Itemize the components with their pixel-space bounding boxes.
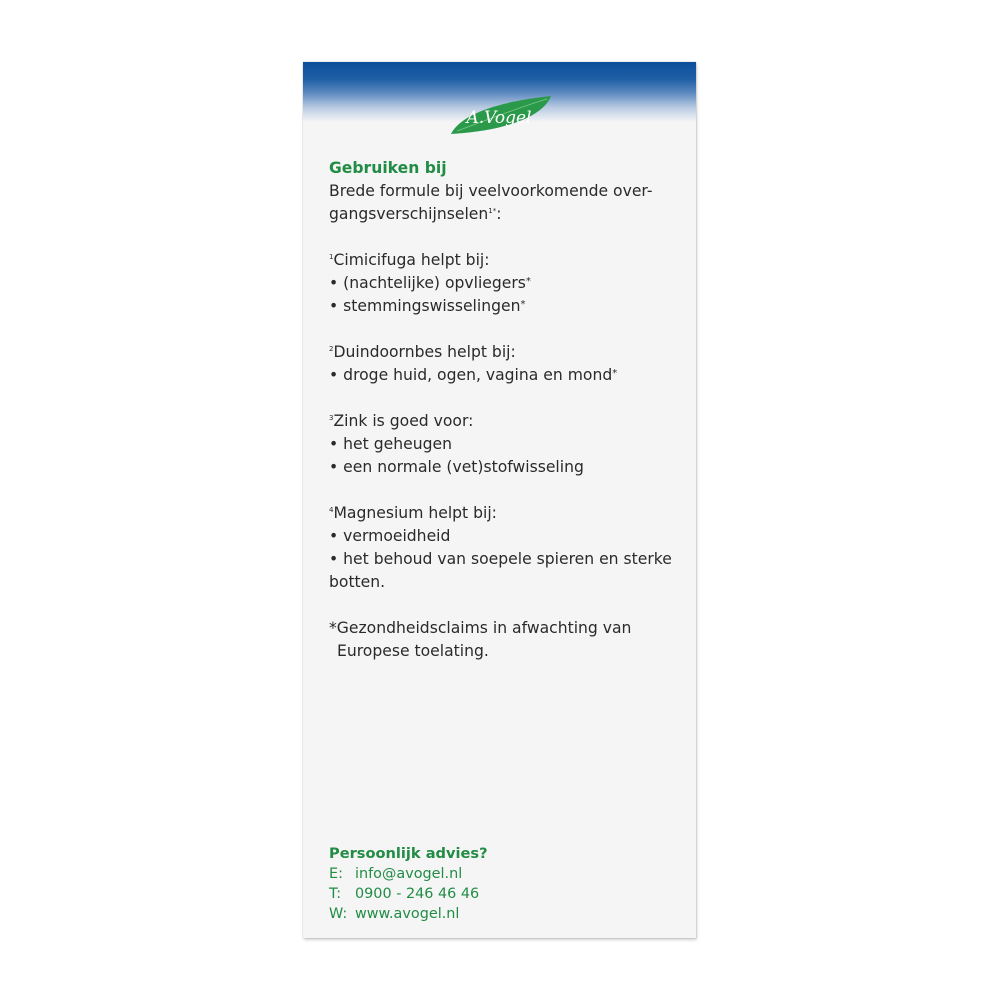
list-item [329,525,679,548]
web-label: W: [329,906,348,922]
footnote-line2: Europese toelating. [337,642,489,660]
contact-heading: Persoonlijk advies? [329,845,488,862]
section-title [329,502,679,525]
usage-intro-end: : [496,205,502,223]
list-item-text: het geheugen [343,435,452,453]
list-item [329,272,679,295]
phone-value[interactable]: 0900 - 246 46 46 [355,886,480,902]
list-item-text: (nachtelijke) opvliegers [343,274,526,292]
list-item [329,456,679,479]
footnote-line1 [329,617,679,640]
bullet-icon: • [329,458,339,476]
usage-heading: Gebruiken bij [329,159,447,177]
bullet-icon: • [329,550,339,568]
bullet-icon: • [329,366,339,384]
contact-phone-row [329,884,679,904]
section-number: 3 [329,414,334,422]
list-item-text: het behoud van soepele spieren en sterke botten. [329,550,672,591]
usage-intro-line2 [329,203,679,226]
claim-marker: * [612,368,618,379]
section-title-text: Duindoornbes helpt bij: [333,343,516,361]
ingredient-sections [329,249,679,617]
bullet-icon: • [329,274,339,292]
list-item-text: droge huid, ogen, vagina en mond [343,366,613,384]
phone-label: T: [329,886,342,902]
leaf-logo-icon [447,94,553,138]
section-title [329,341,679,364]
section-title [329,249,679,272]
usage-intro-text: gangsverschijnselen [329,205,489,223]
list-item [329,433,679,456]
section-number: 4 [329,506,334,514]
usage-content [329,157,679,663]
email-label: E: [329,866,343,882]
claim-marker: * [525,276,531,287]
list-item [329,548,679,594]
section-title-text: Zink is goed voor: [333,412,474,430]
usage-intro-sup: 1* [488,207,497,215]
list-item-text: vermoeidheid [343,527,451,545]
contact-block [329,844,679,924]
list-item-text: een normale (vet)stofwisseling [343,458,584,476]
list-item [329,364,679,387]
section-title-text: Magnesium helpt bij: [333,504,497,522]
section-number: 1 [329,253,334,261]
contact-email-row [329,864,679,884]
bullet-icon: • [329,527,339,545]
bullet-icon: • [329,435,339,453]
avogel-logo [447,94,553,138]
bullet-icon: • [329,297,339,315]
web-value[interactable]: www.avogel.nl [355,906,460,922]
list-item [329,295,679,318]
logo-text: A.Vogel [466,108,532,128]
section-number: 2 [329,345,334,353]
email-value[interactable]: info@avogel.nl [355,866,463,882]
usage-intro-line1: Brede formule bij veelvoorkomende over- [329,182,653,200]
contact-web-row [329,904,679,924]
list-item-text: stemmingswisselingen [343,297,521,315]
footnote-marker: * [329,619,337,637]
footnote-text1: Gezondheidsclaims in afwachting van [336,619,632,637]
section-title-text: Cimicifuga helpt bij: [333,251,490,269]
claim-marker: * [520,299,526,310]
product-panel [303,62,696,938]
section-title [329,410,679,433]
